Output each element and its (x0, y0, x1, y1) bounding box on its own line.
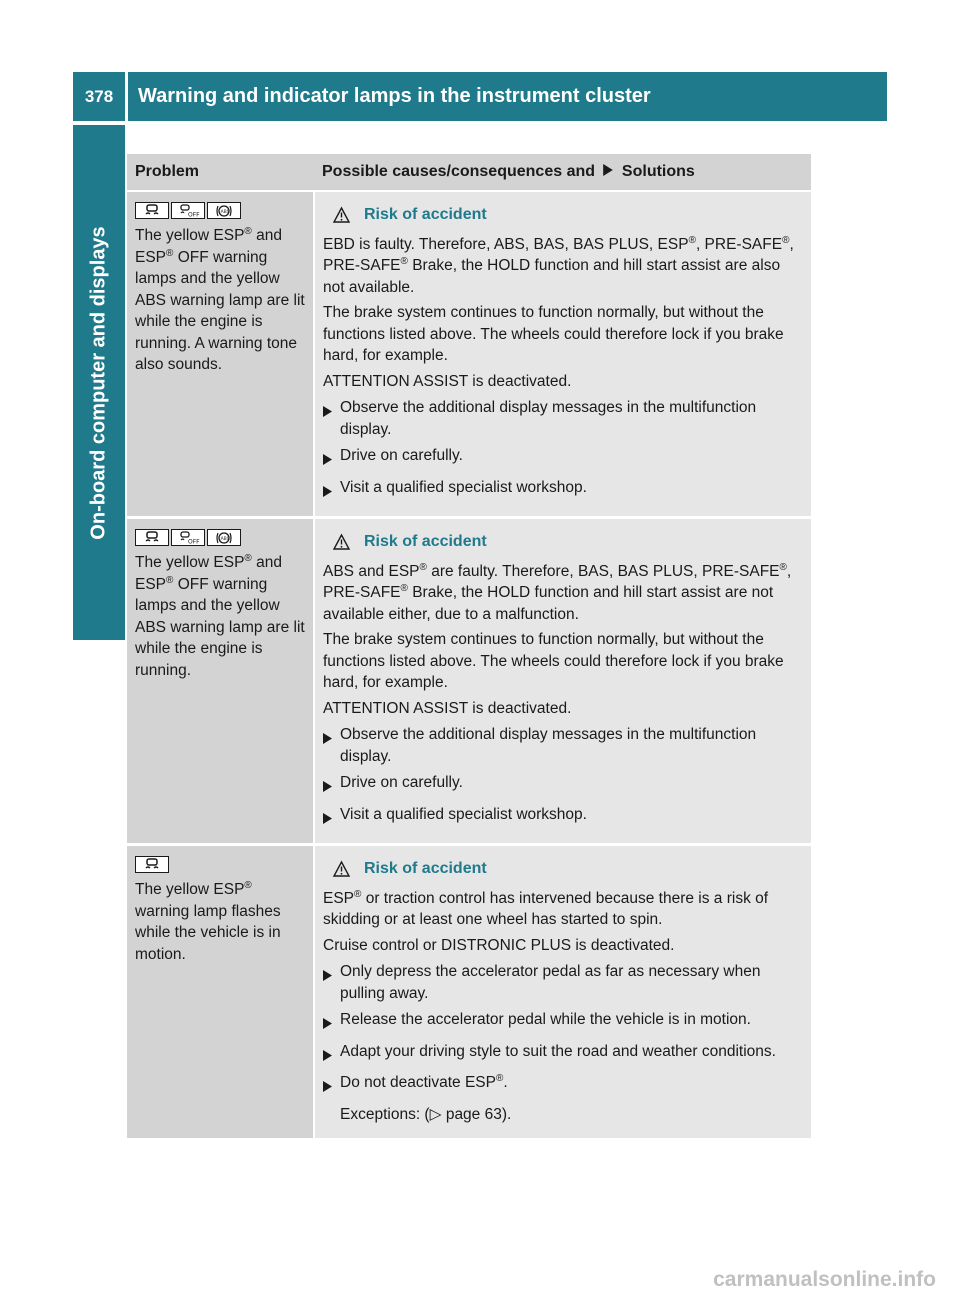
consequence-text: ATTENTION ASSIST is deactivated. (323, 372, 572, 390)
solution-step: Adapt your driving style to suit the road and weather conditions. (323, 1041, 804, 1068)
consequence-text: The brake system continues to function normally, but without the functions listed above. The wheels could therefore lock if you brake hard, for example. (323, 631, 784, 691)
consequence-text: The brake system continues to function normally, but without the functions listed above. The wheels could therefore lock if you brake hard, for example. (323, 304, 784, 364)
problem-cell (127, 191, 314, 518)
consequence-text: ATTENTION ASSIST is deactivated. (323, 699, 572, 717)
warning-triangle-icon (333, 207, 350, 223)
step-arrow-icon (323, 454, 332, 465)
solution-step: Only depress the accelerator pedal as far as necessary when pulling away. (323, 961, 804, 1004)
section-side-tab (73, 125, 125, 640)
cause-text: ESP® or traction control has intervened because there is a risk of skidding or at least one wheel has started to spin. (323, 888, 769, 928)
step-arrow-icon (323, 970, 332, 981)
causes-cell (314, 845, 811, 1140)
solution-step: Observe the additional display messages in the multifunction display. (323, 397, 804, 440)
step-arrow-icon (323, 486, 332, 497)
solution-step: Drive on carefully. (323, 445, 804, 472)
table-row (127, 191, 811, 518)
page-number: 378 (73, 72, 125, 121)
step-arrow-icon (323, 1018, 332, 1029)
section-side-tab-label: On-board computer and displays (87, 226, 110, 540)
consequence-text: Cruise control or DISTRONIC PLUS is deactivated. (323, 936, 675, 954)
step-arrow-icon (323, 1050, 332, 1061)
warning-triangle-icon (333, 534, 350, 550)
causes-cell (314, 191, 811, 518)
esp-warning-lamp-icon (135, 202, 169, 219)
table-row (127, 518, 811, 845)
solution-step: Observe the additional display messages in the multifunction display. (323, 724, 804, 767)
risk-warning: Risk of accident (333, 531, 804, 553)
risk-warning: Risk of accident (333, 204, 804, 226)
table-row (127, 845, 811, 1140)
exceptions-note (323, 1104, 804, 1126)
risk-warning: Risk of accident (333, 858, 804, 880)
esp-off-warning-lamp-icon (171, 202, 205, 219)
solution-arrow-icon (602, 164, 614, 176)
column-header-causes: Possible causes/consequences and Solutions (314, 154, 811, 191)
column-header-problem: Problem (127, 154, 314, 191)
step-arrow-icon (323, 813, 332, 824)
problem-cell (127, 845, 314, 1140)
svg-text:OFF: OFF (188, 538, 200, 546)
page-header (73, 72, 887, 121)
problem-cell (127, 518, 314, 845)
svg-text:ABS: ABS (220, 536, 230, 542)
solution-step: Visit a qualified specialist workshop. (323, 804, 804, 831)
step-arrow-icon (323, 1081, 332, 1092)
problem-description: The yellow ESP® and ESP® OFF warning lamps and the yellow ABS warning lamp are lit while the engine is running. (135, 552, 305, 679)
esp-warning-lamp-icon (135, 856, 169, 873)
svg-text:ABS: ABS (220, 209, 230, 215)
problem-description: The yellow ESP® warning lamp flashes while the vehicle is in motion. (135, 879, 281, 963)
esp-off-warning-lamp-icon (171, 529, 205, 546)
esp-warning-lamp-icon (135, 529, 169, 546)
solution-step: Visit a qualified specialist workshop. (323, 477, 804, 504)
causes-cell (314, 518, 811, 845)
page-reference-link[interactable]: Exceptions: (▷ page 63). (340, 1105, 512, 1123)
abs-warning-lamp-icon (207, 529, 241, 546)
step-arrow-icon (323, 781, 332, 792)
step-arrow-icon (323, 406, 332, 417)
solution-step: Release the accelerator pedal while the vehicle is in motion. (323, 1009, 804, 1036)
warning-triangle-icon (333, 861, 350, 877)
solution-step: Do not deactivate ESP®. (323, 1072, 804, 1099)
watermark-logo: carmanualsonline.info (713, 1268, 936, 1291)
problem-description: The yellow ESP® and ESP® OFF warning lamps and the yellow ABS warning lamp are lit while the engine is running. A warning tone also sounds. (135, 225, 305, 373)
solution-step: Drive on carefully. (323, 772, 804, 799)
warning-table (127, 154, 811, 1141)
abs-warning-lamp-icon (207, 202, 241, 219)
step-arrow-icon (323, 733, 332, 744)
page-title: Warning and indicator lamps in the instrument cluster (128, 72, 887, 121)
svg-text:OFF: OFF (188, 211, 200, 219)
cause-text: ABS and ESP® are faulty. Therefore, BAS, BAS PLUS, PRE-SAFE®, PRE-SAFE® Brake, the HOLD function and hill start assist are not available either, due to a malfunction. (323, 561, 792, 623)
cause-text: EBD is faulty. Therefore, ABS, BAS, BAS PLUS, ESP®, PRE-SAFE®, PRE-SAFE® Brake, the HOLD function and hill start assist are also not available. (323, 234, 794, 296)
